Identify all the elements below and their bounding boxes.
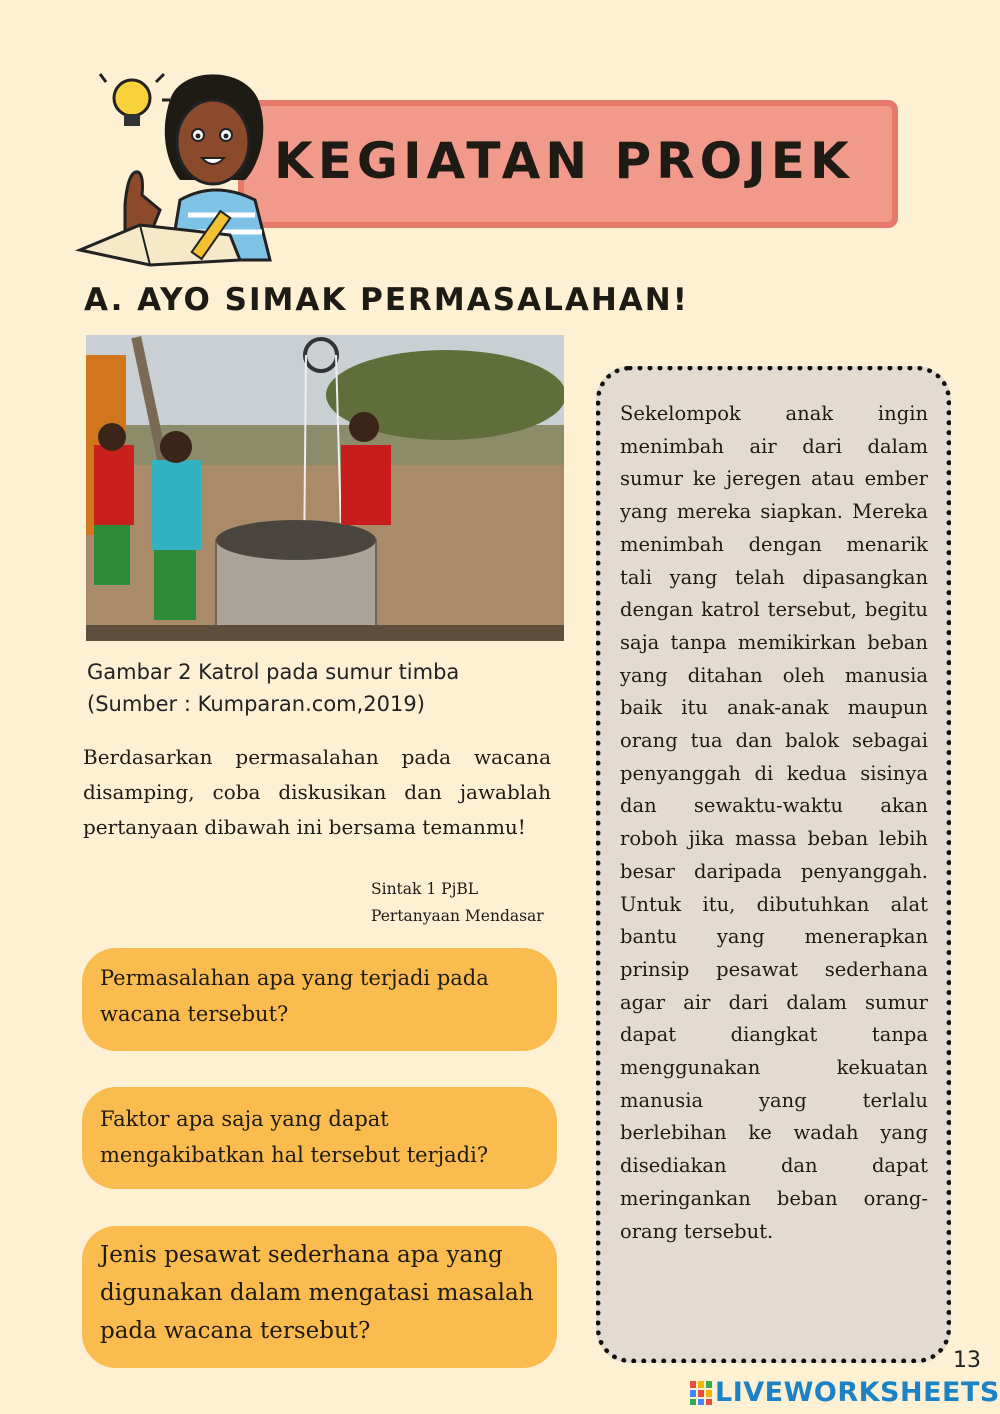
liveworksheets-logo-icon bbox=[690, 1381, 712, 1405]
question-box-1: Permasalahan apa yang terjadi pada wacana tersebut? bbox=[82, 948, 557, 1051]
page-number: 13 bbox=[953, 1348, 981, 1373]
intro-paragraph: Berdasarkan permasalahan pada wacana disamping, coba diskusikan dan jawablah pertanyaan dibawah ini bersama temanmu! bbox=[83, 745, 551, 839]
section-title: A. AYO SIMAK PERMASALAHAN! bbox=[84, 282, 689, 318]
brand-name: LIVEWORKSHEETS bbox=[715, 1377, 1000, 1408]
liveworksheets-brand[interactable] bbox=[690, 1377, 1000, 1408]
page-title: KEGIATAN PROJEK bbox=[274, 132, 854, 190]
caption-line-1: Gambar 2 Katrol pada sumur timba bbox=[87, 660, 460, 684]
question-box-3: Jenis pesawat sederhana apa yang digunakan dalam mengatasi masalah pada wacana tersebut? bbox=[82, 1226, 557, 1368]
sintak-line-1: Sintak 1 PjBL bbox=[371, 880, 479, 898]
figure-caption bbox=[87, 656, 459, 720]
student-with-lightbulb-illustration bbox=[70, 60, 300, 270]
sintak-note bbox=[371, 876, 544, 930]
lightbulb-icon bbox=[100, 74, 170, 126]
sintak-line-2: Pertanyaan Mendasar bbox=[371, 907, 544, 925]
caption-line-2: (Sumber : Kumparan.com,2019) bbox=[87, 692, 425, 716]
well-photo bbox=[86, 335, 564, 641]
question-box-2: Faktor apa saja yang dapat mengakibatkan hal tersebut terjadi? bbox=[82, 1087, 557, 1189]
story-text: Sekelompok anak ingin menimbah air dari dalam sumur ke jeregen atau ember yang mereka siapkan. Mereka menimbah dengan menarik tali yang telah dipasangkan dengan katrol tersebut, begitu saja tanpa memikirkan beban yang ditahan oleh manusia baik itu anak-anak maupun orang tua dan balok sebagai penyanggah di kedua sisinya dan sewaktu-waktu akan roboh jika massa beban lebih besar daripada penyanggah. Untuk itu, dibutuhkan alat bantu yang menerapkan prinsip pesawat sederhana agar air dari dalam sumur dapat diangkat tanpa menggunakan kekuatan manusia yang terlalu berlebihan ke wadah yang disediakan dan dapat meringankan beban orang-orang tersebut. bbox=[620, 402, 928, 1243]
